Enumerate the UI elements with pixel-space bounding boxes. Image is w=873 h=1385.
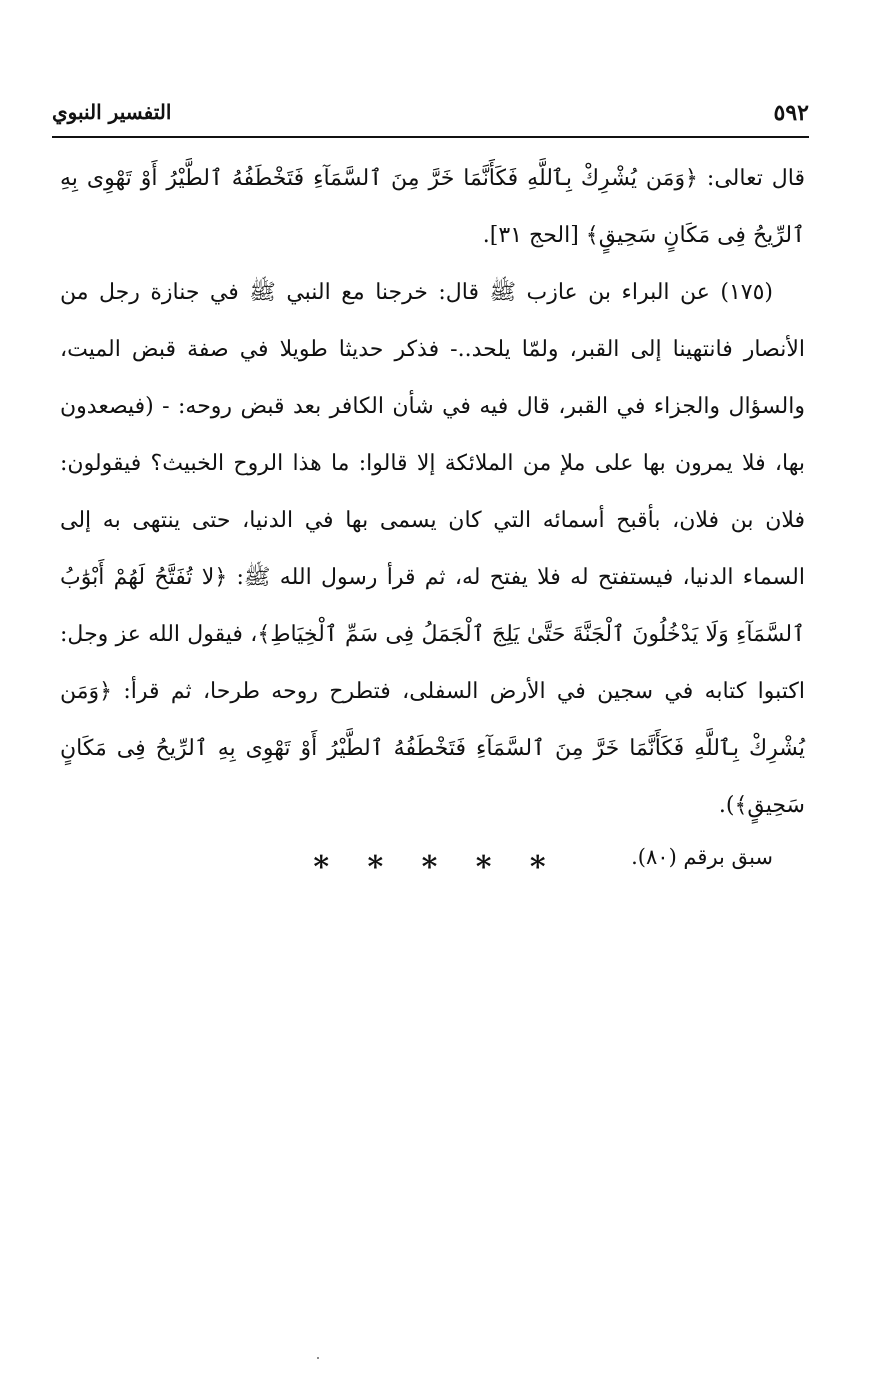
paragraph-hadith-175: (١٧٥) عن البراء بن عازب ﷺ قال: خرجنا مع النبي ﷺ في جنازة رجل من الأنصار فانتهينا إلى القبر، ولمّا يلحد..- فذكر حديثا طويلا في صفة قبض الميت، والسؤال والجزاء في القبر، قال فيه في شأن الكافر بعد قبض روحه: - (فيصعدون بها، فلا يمرون بها على ملإ من الملائكة إلا قالوا: ما هذا الروح الخبيث؟ فيقولون: فلان بن فلان، بأقبح أسمائه التي كان يسمى بها في الدنيا، حتى ينتهى به إلى السماء الدنيا، فيستفتح له فلا يفتح له، ثم قرأ رسول الله ﷺ: ﴿لا تُفَتَّحُ لَهُمْ أَبْوَٰبُ ٱلسَّمَآءِ وَلَا يَدْخُلُونَ ٱلْجَنَّةَ حَتَّىٰ يَلِجَ ٱلْجَمَلُ فِى سَمِّ ٱلْخِيَاطِ﴾، فيقول الله عز وجل: اكتبوا كتابه في سجين في الأرض السفلى، فتطرح روحه طرحا، ثم قرأ: ﴿وَمَن يُشْرِكْ بِٱللَّهِ فَكَأَنَّمَا خَرَّ مِنَ ٱلسَّمَآءِ فَتَخْطَفُهُ ٱلطَّيْرُ أَوْ تَهْوِى بِهِ ٱلرِّيحُ فِى مَكَانٍ سَحِيقٍ﴾). [60,280,805,818]
page-header [52,96,809,132]
paragraph-verse: قال تعالى: ﴿وَمَن يُشْرِكْ بِٱللَّهِ فَكَأَنَّمَا خَرَّ مِنَ ٱلسَّمَآءِ فَتَخْطَفُهُ ٱلطَّيْرُ أَوْ تَهْوِى بِهِ ٱلرِّيحُ فِى مَكَانٍ سَحِيقٍ﴾ [الحج ٣١]. [60,166,805,248]
running-title: التفسير النبوي [52,100,172,124]
cross-reference-note: سبق برقم (٨٠). [631,845,773,869]
section-separator: * * * * * [313,850,560,885]
scan-speck [317,1357,319,1359]
header-rule [52,136,809,138]
body-text [60,150,805,880]
page-number: ٥٩٢ [773,100,809,126]
